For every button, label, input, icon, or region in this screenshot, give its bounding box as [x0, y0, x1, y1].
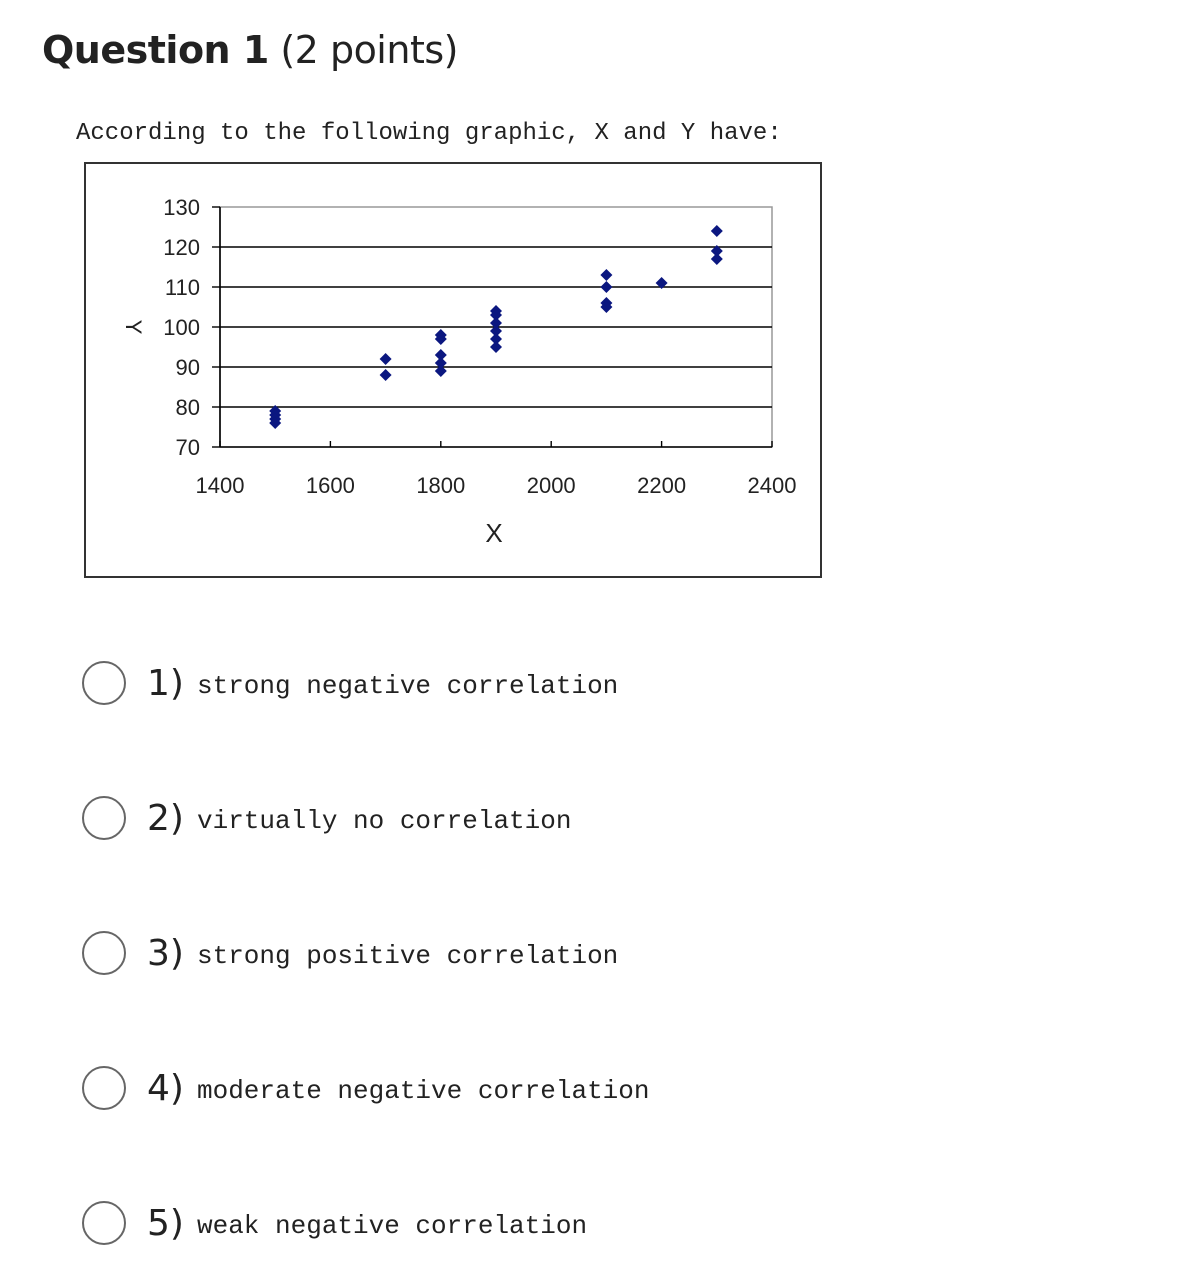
x-tick-label: 1400 [195, 473, 245, 498]
scatter-chart [84, 162, 822, 578]
y-tick-label: 130 [163, 195, 200, 220]
option-text: weak negative correlation [197, 1211, 588, 1241]
answer-option-4[interactable] [82, 1063, 782, 1113]
x-tick-label: 1800 [416, 473, 466, 498]
option-text: strong negative correlation [197, 671, 619, 701]
x-tick-label: 1600 [305, 473, 355, 498]
y-tick-label: 120 [163, 235, 200, 260]
radio-button-option-1[interactable] [82, 661, 126, 705]
option-text: moderate negative correlation [197, 1076, 650, 1106]
x-tick-label: 2000 [526, 473, 576, 498]
option-text: virtually no correlation [197, 806, 572, 836]
option-number: 1) [147, 662, 184, 704]
y-tick-label: 110 [164, 275, 200, 300]
answer-option-5[interactable] [82, 1198, 782, 1248]
question-points: (2 points) [268, 28, 458, 72]
chart-svg [86, 164, 820, 576]
option-text: strong positive correlation [197, 941, 619, 971]
question-title [42, 28, 458, 72]
y-tick-label: 90 [175, 355, 200, 380]
radio-button-option-3[interactable] [82, 931, 126, 975]
answer-option-3[interactable] [82, 928, 782, 978]
y-tick-label: 80 [175, 395, 200, 420]
x-axis-label: X [485, 518, 503, 548]
question-prompt: According to the following graphic, X and Y have: [76, 120, 782, 147]
y-tick-label: 70 [175, 435, 200, 460]
answer-option-1[interactable] [82, 658, 782, 708]
option-number: 2) [147, 797, 184, 839]
option-number: 4) [147, 1067, 184, 1109]
option-number: 5) [147, 1202, 184, 1244]
x-tick-label: 2200 [637, 473, 687, 498]
y-axis-label: Y [121, 319, 146, 335]
x-tick-label: 2400 [747, 473, 797, 498]
radio-button-option-4[interactable] [82, 1066, 126, 1110]
radio-button-option-5[interactable] [82, 1201, 126, 1245]
option-number: 3) [147, 932, 184, 974]
y-tick-label: 100 [163, 315, 200, 340]
answer-option-2[interactable] [82, 793, 782, 843]
question-label: Question 1 [42, 28, 269, 72]
radio-button-option-2[interactable] [82, 796, 126, 840]
